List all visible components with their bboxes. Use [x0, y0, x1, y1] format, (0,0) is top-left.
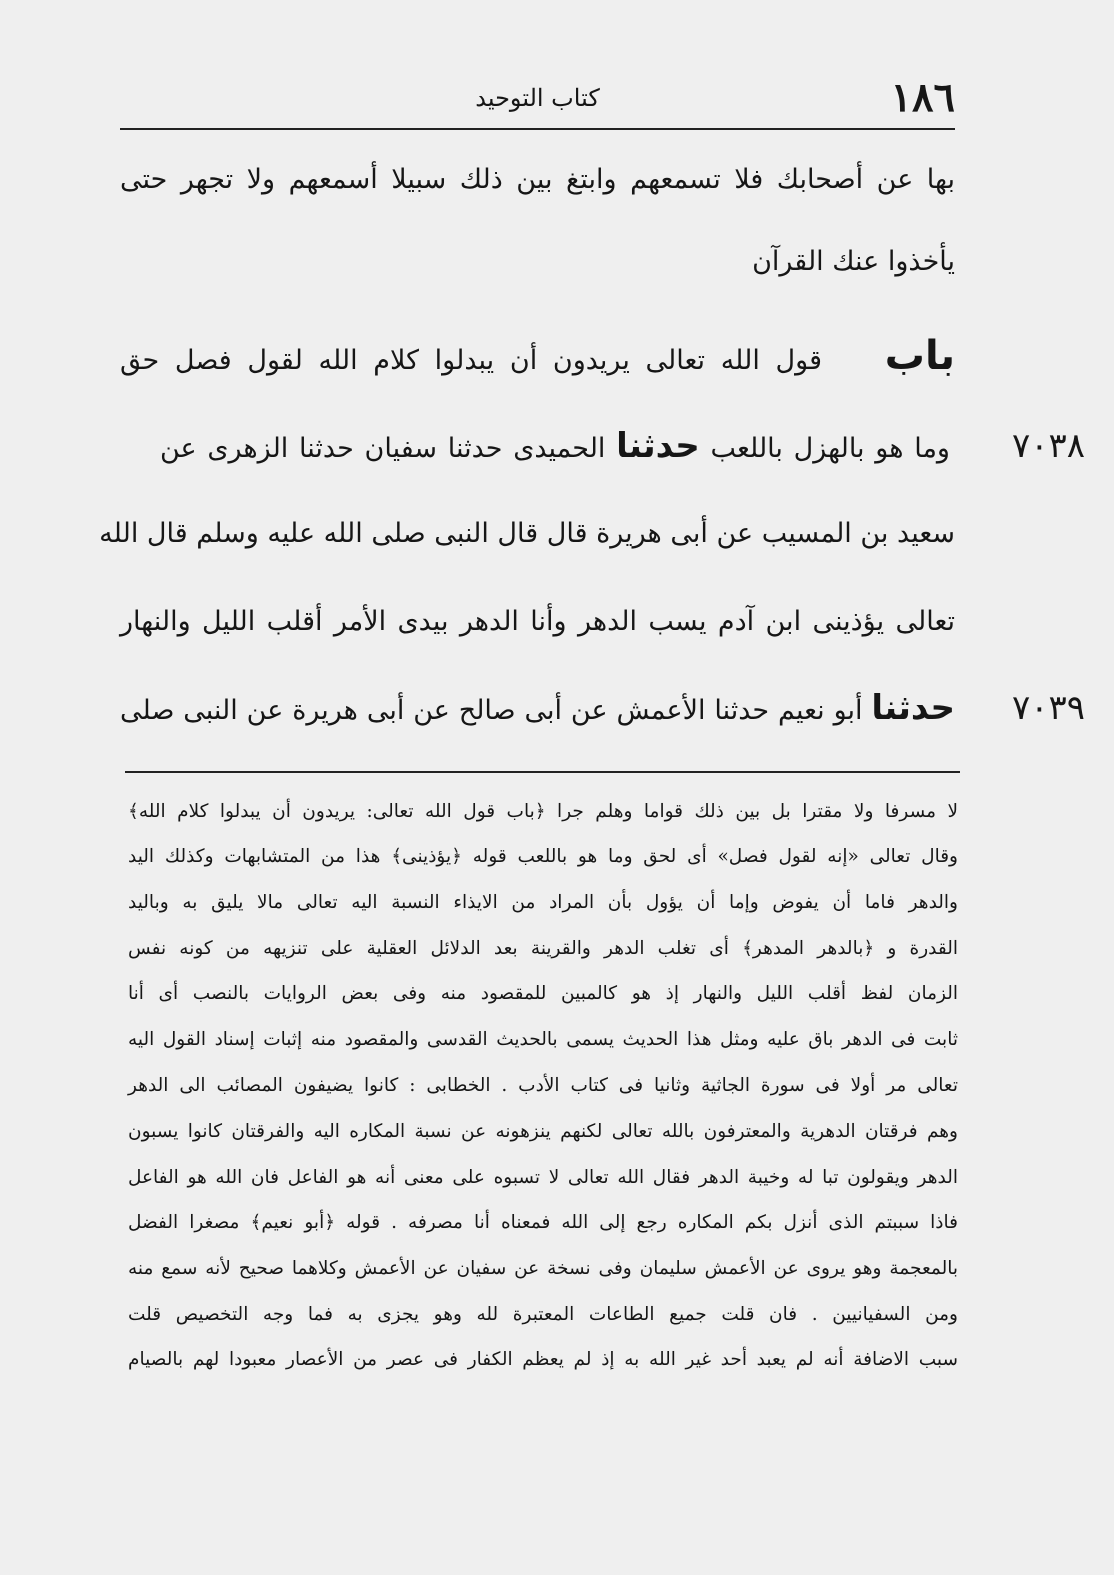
chapter-title: قول الله تعالى يريدون أن يبدلوا كلام الله لقول فصل حق	[120, 345, 823, 376]
chapter-label: باب	[884, 333, 955, 379]
commentary-divider	[125, 771, 960, 773]
commentary-line: القدرة و ﴿بالدهر المدهر﴾ أى تغلب الدهر والقرينة بعد الدلائل العقلية على تنزيهه من كونه نفس	[128, 938, 958, 959]
running-title: كتاب التوحيد	[475, 84, 600, 112]
narration-term: حدثنا	[871, 688, 955, 728]
commentary-line: الدهر ويقولون تبا له وخيبة الدهر فقال الله تعالى لا تسبوه على معنى أنه هو الفاعل فان الله هو الفاعل	[128, 1167, 958, 1188]
hadith-number: ٧٠٣٨	[1011, 426, 1085, 466]
hadith-number: ٧٠٣٩	[1011, 688, 1085, 728]
commentary-line: وهم فرقتان الدهرية والمعترفون بالله تعالى لكنهم ينزهونه عن نسبة المكاره اليه والفرقتان كانوا يسبون	[128, 1121, 958, 1142]
main-text-line: يأخذوا عنك القرآن	[752, 246, 955, 277]
commentary-line: تعالى مر أولا فى سورة الجاثية وثانيا فى كتاب الأدب . الخطابى : كانوا يضيفون المصائب الى الدهر	[128, 1075, 958, 1096]
main-text-segment: أبو نعيم حدثنا الأعمش عن أبى صالح عن أبى هريرة عن النبى صلى	[120, 695, 863, 726]
commentary-line: لا مسرفا ولا مقترا بل بين ذلك قواما وهلم جرا ﴿باب قول الله تعالى: يريدون أن يبدلوا كلام الله﴾	[128, 801, 958, 822]
chapter-heading	[120, 334, 955, 383]
page-header	[120, 64, 955, 128]
commentary-line: الزمان لفظ أقلب الليل والنهار إذ هو كالمبين للمقصود منه وفى بعض الروايات بالنصب أى أنا	[128, 983, 958, 1004]
commentary-line: ثابت فى الدهر باق عليه ومثل هذا الحديث يسمى بالحديث القدسى والمقصود منه إثبات إسناد القول اليه	[128, 1029, 958, 1050]
main-text-line	[120, 686, 955, 733]
main-text-line: بها عن أصحابك فلا تسمعهم وابتغ بين ذلك سبيلا أسمعهم ولا تجهر حتى	[120, 164, 955, 195]
narration-term: حدثنا	[616, 426, 700, 466]
main-text-line: سعيد بن المسيب عن أبى هريرة قال قال النبى صلى الله عليه وسلم قال الله	[99, 518, 955, 549]
page-number: ١٨٦	[890, 74, 955, 121]
commentary-line: والدهر فاما أن يفوض وإما أن يؤول بأن المراد من الايذاء النسبة اليه تعالى مالا يليق به وباليد	[128, 892, 958, 913]
commentary-line: وقال تعالى «إنه لقول فصل» أى لحق وما هو باللعب قوله ﴿يؤذينى﴾ هذا من المتشابهات وكذلك اليد	[128, 846, 958, 867]
header-divider	[120, 128, 955, 130]
main-text-segment: الحميدى حدثنا سفيان حدثنا الزهرى عن	[160, 433, 606, 464]
commentary-line: ومن السفيانيين . فان قلت جميع الطاعات المعتبرة لله وهو يجزى به فما وجه التخصيص قلت	[128, 1304, 958, 1325]
commentary-line: بالمعجمة وهو يروى عن الأعمش سليمان وفى نسخة عن سفيان عن الأعمش وكلاهما صحيح لأنه سمع منه	[128, 1258, 958, 1279]
main-text-segment: وما هو بالهزل باللعب	[710, 433, 950, 464]
main-text-line: تعالى يؤذينى ابن آدم يسب الدهر وأنا الدهر بيدى الأمر أقلب الليل والنهار	[120, 606, 955, 637]
commentary-line: فاذا سببتم الذى أنزل بكم المكاره رجع إلى الله فمعناه أنا مصرفه . قوله ﴿أبو نعيم﴾ مصغرا الفضل	[128, 1212, 958, 1233]
commentary-line: سبب الاضافة أنه لم يعبد أحد غير الله به إذ لم يعظم الكفار فى عصر من الأعصار معبودا لهم بالصيام	[128, 1349, 958, 1370]
main-text-line	[160, 424, 950, 471]
